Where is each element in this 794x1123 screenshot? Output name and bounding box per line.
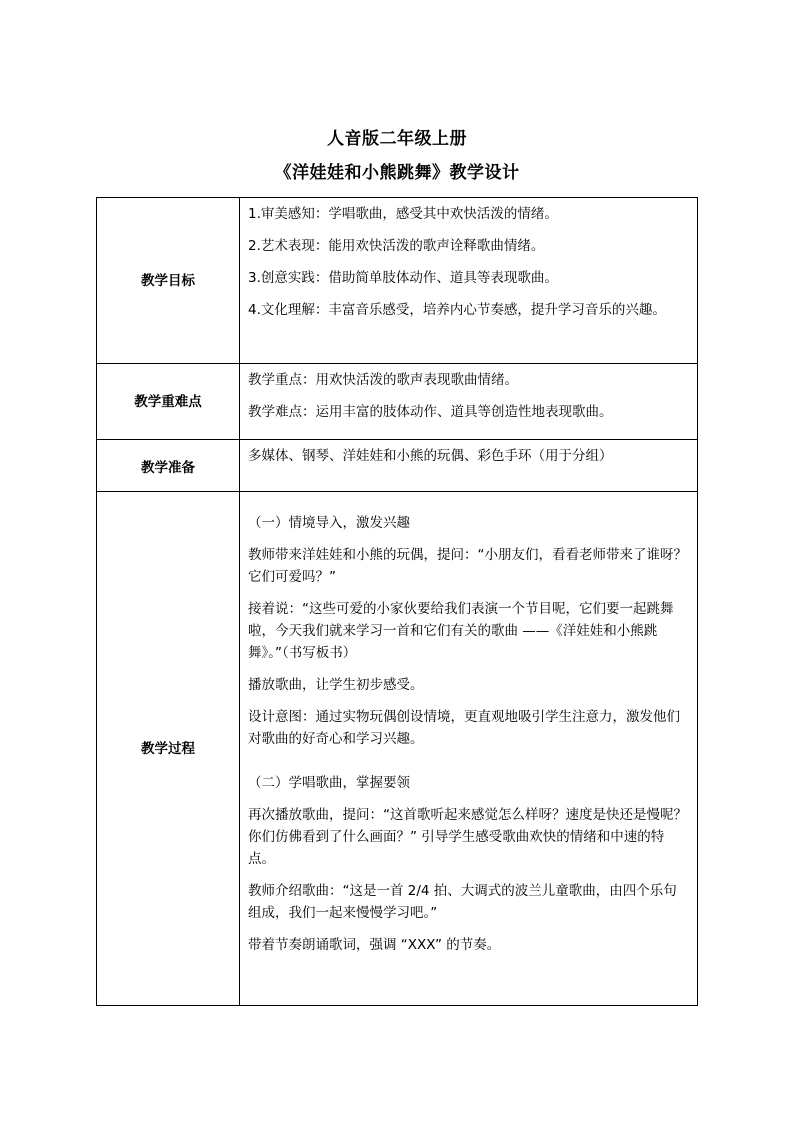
row-content-process xyxy=(240,492,698,1006)
row-content-objectives xyxy=(240,198,698,364)
process-paragraph: 设计意图：通过实物玩偶创设情境，更直观地吸引学生注意力，激发他们对歌曲的好奇心和学习兴趣。 xyxy=(248,709,680,747)
table-row-objectives xyxy=(97,198,698,364)
process-paragraph: 带着节奏朗诵歌词，强调 “XXX” 的节奏。 xyxy=(248,937,501,953)
objective-line: 3.创意实践：借助简单肢体动作、道具等表现歌曲。 xyxy=(248,270,558,286)
table-row-preparation xyxy=(97,440,698,492)
row-content-preparation xyxy=(240,440,698,492)
document-subtitle: 《洋娃娃和小熊跳舞》教学设计 xyxy=(274,163,520,183)
table-row-process xyxy=(97,492,698,1006)
row-label-process: 教学过程 xyxy=(97,492,240,1006)
objective-line: 1.审美感知：学唱歌曲，感受其中欢快活泼的情绪。 xyxy=(248,206,558,222)
preparation-line: 多媒体、钢琴、洋娃娃和小熊的玩偶、彩色手环（用于分组） xyxy=(248,448,613,464)
row-label-key-points: 教学重难点 xyxy=(97,364,240,440)
process-paragraph: 教师介绍歌曲：“这是一首 2/4 拍、大调式的波兰儿童歌曲，由四个乐句组成，我们一起来慢慢学习吧。” xyxy=(248,883,677,921)
key-point-line: 教学重点：用欢快活泼的歌声表现歌曲情绪。 xyxy=(248,372,518,388)
document-title: 人音版二年级上册 xyxy=(327,129,467,149)
process-heading: （一）情境导入，激发兴趣 xyxy=(248,515,410,531)
objective-line: 2.艺术表现：能用欢快活泼的歌声诠释歌曲情绪。 xyxy=(248,238,545,254)
process-paragraph: 再次播放歌曲，提问：“这首歌听起来感觉怎么样呀？速度是快还是慢呢？你们仿佛看到了什么画面？” 引导学生感受歌曲欢快的情绪和中速的特点。 xyxy=(248,807,687,867)
table-row-key-points xyxy=(97,364,698,440)
process-paragraph: 教师带来洋娃娃和小熊的玩偶，提问：“小朋友们，看看老师带来了谁呀？它们可爱吗？” xyxy=(248,547,687,585)
objective-line: 4.文化理解：丰富音乐感受，培养内心节奏感，提升学习音乐的兴趣。 xyxy=(248,302,666,318)
row-label-preparation: 教学准备 xyxy=(97,440,240,492)
key-point-line: 教学难点：运用丰富的肢体动作、道具等创造性地表现歌曲。 xyxy=(248,404,613,420)
lesson-plan-table xyxy=(96,197,698,1006)
row-label-objectives: 教学目标 xyxy=(97,198,240,364)
process-heading: （二）学唱歌曲，掌握要领 xyxy=(248,775,410,791)
process-paragraph: 接着说：“这些可爱的小家伙要给我们表演一个节目呢，它们要一起跳舞啦，今天我们就来学习一首和它们有关的歌曲 ——《洋娃娃和小熊跳舞》。”（书写板书） xyxy=(248,601,674,661)
process-paragraph: 播放歌曲，让学生初步感受。 xyxy=(248,677,424,693)
row-content-key-points xyxy=(240,364,698,440)
